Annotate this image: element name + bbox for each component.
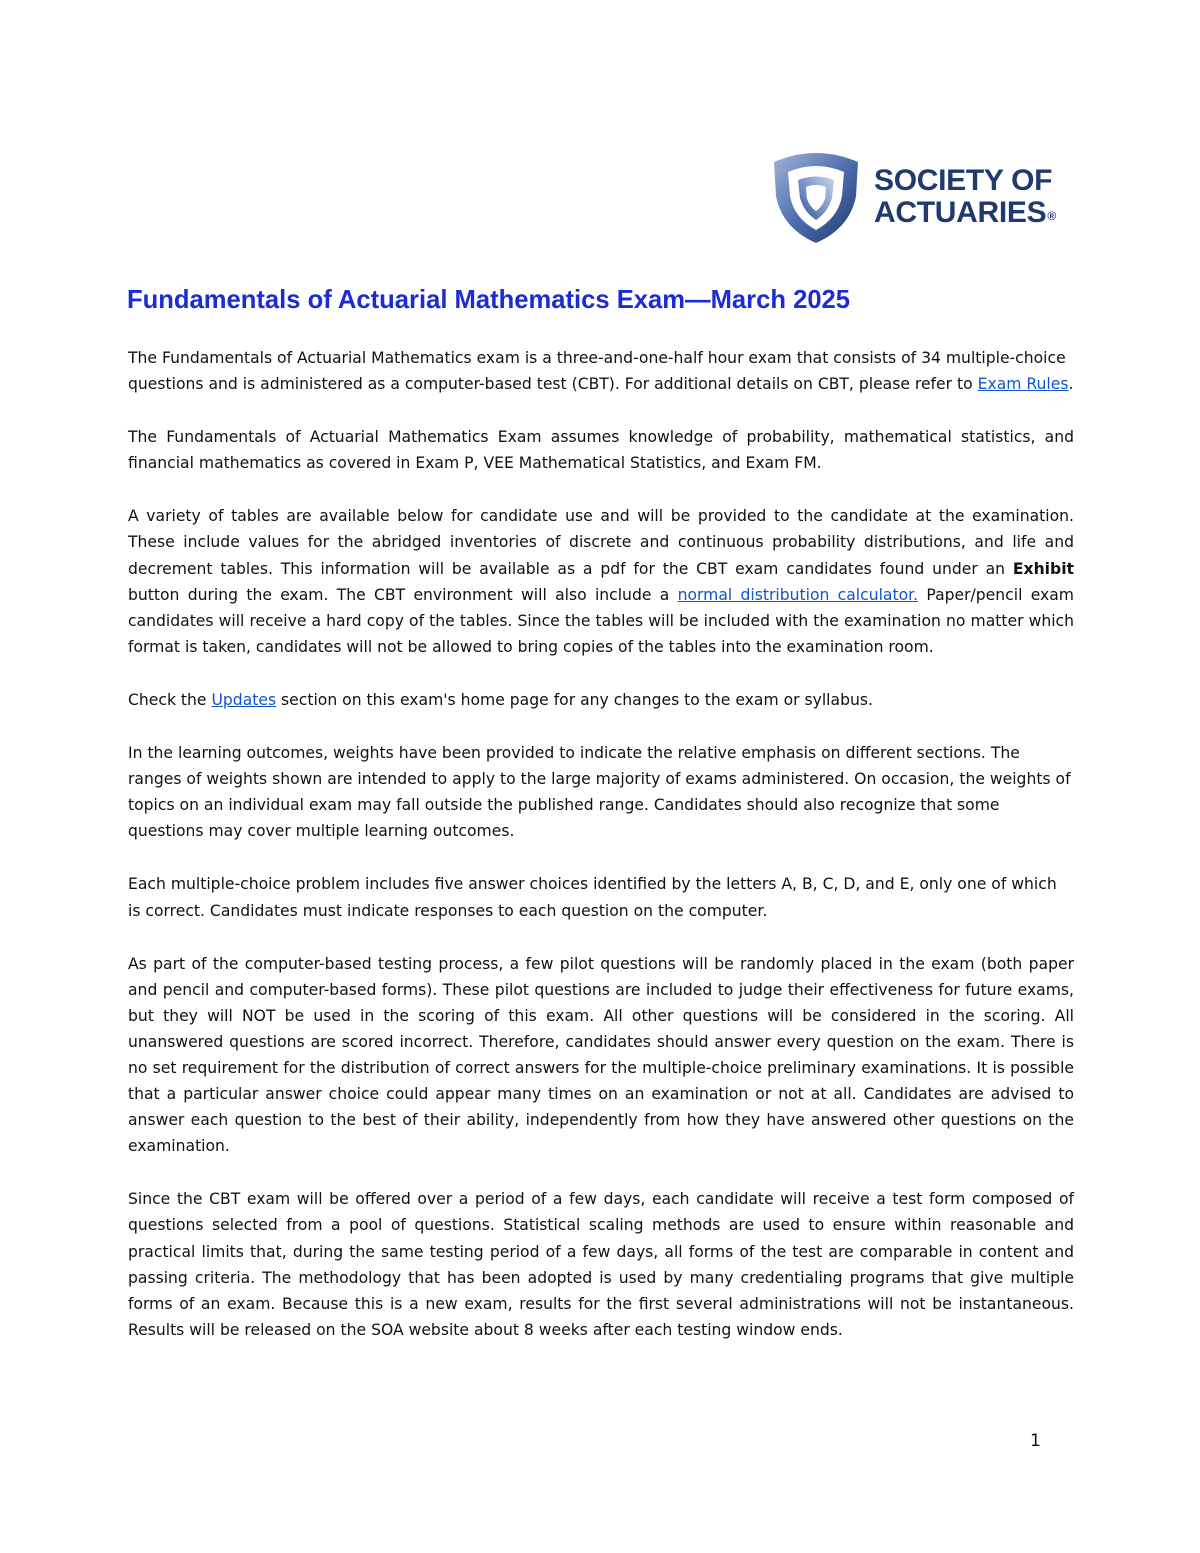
paragraph-text: section on this exam's home page for any changes to the exam or syllabus. [276,690,873,709]
paragraph-cbt-scaling: Since the CBT exam will be offered over a period of a few days, each candidate will receive a test form composed of questions selected from a pool of questions. Statistical scaling methods are used to ensure within reasonable and practical limits that, during the same testing period of a few days, all forms of the test are comparable in content and passing criteria. The methodology that has been adopted is used by many credentialing programs that give multiple forms of an exam. Because this is a new exam, results for the first several administrations will not be instantaneous. Results will be released on the SOA website about 8 weeks after each testing window ends. [128,1190,1074,1339]
soa-logo [768,150,1068,245]
page-number: 1 [1030,1431,1041,1451]
logo-text-line1: SOCIETY OF [874,164,1053,197]
paragraph-learning-outcomes: In the learning outcomes, weights have been provided to indicate the relative emphasis on different sections. The ranges of weights shown are intended to apply to the large majority of exams administered. On occasion, the weights of topics on an individual exam may fall outside the published range. Candidates should also recognize that some questions may cover multiple learning outcomes. [128,744,1071,841]
logo-text-line2 [874,196,1056,233]
paragraph-text: button during the exam. The CBT environment will also include a [128,585,678,604]
paragraph-prerequisites: The Fundamentals of Actuarial Mathematics Exam assumes knowledge of probability, mathematical statistics, and financial mathematics as covered in Exam P, VEE Mathematical Statistics, and Exam FM. [128,428,1074,473]
exam-rules-link[interactable]: Exam Rules [977,375,1069,394]
paragraph-updates [128,687,1074,713]
updates-link[interactable]: Updates [211,690,277,709]
registered-mark: ® [1047,209,1056,223]
paragraph-exam-overview [128,345,1074,397]
paragraph-tables [128,503,1074,660]
paragraph-text: A variety of tables are available below for candidate use and will be provided to the candidate at the examination. These include values for the abridged inventories of discrete and continuous probability distributions, and life and decrement tables. This information will be available as a pdf for the CBT exam candidates found under an [128,507,1074,578]
paragraph-pilot-questions: As part of the computer-based testing process, a few pilot questions will be randomly placed in the exam (both paper and pencil and computer-based forms). These pilot questions are included to judge their effectiveness for future exams, but they will NOT be used in the scoring of this exam. All other questions will be considered in the scoring. All unanswered questions are scored incorrect. Therefore, candidates should answer every question on the exam. There is no set requirement for the distribution of correct answers for the multiple-choice preliminary examinations. It is possible that a particular answer choice could appear many times on an examination or not at all. Candidates are advised to answer each question to the best of their ability, independently from how they have answered other questions on the examination. [128,954,1074,1156]
document-body [128,345,1074,1370]
exhibit-bold-text: Exhibit [1012,559,1074,578]
paragraph-text: The Fundamentals of Actuarial Mathematics exam is a three-and-one-half hour exam that consists of 34 multiple-choice questions and is administered as a computer-based test (CBT). For additional details on CBT, please refer to [128,349,1066,394]
normal-distribution-calculator-link[interactable]: normal distribution calculator. [677,585,919,604]
paragraph-text: Paper/pencil exam candidates will receive a hard copy of the tables. Since the tables will be included with the examination no matter which format is taken, candidates will not be allowed to bring copies of the tables into the examination room. [128,585,1074,656]
shield-icon [768,150,864,245]
paragraph-text: . [1068,375,1074,394]
page-title: Fundamentals of Actuarial Mathematics Exam—March 2025 [127,286,851,314]
paragraph-answer-choices: Each multiple-choice problem includes five answer choices identified by the letters A, B, C, D, and E, only one of which is correct. Candidates must indicate responses to each question on the computer. [128,875,1057,920]
logo-text-actuaries: ACTUARIES [874,196,1047,229]
paragraph-text: Check the [128,690,212,709]
